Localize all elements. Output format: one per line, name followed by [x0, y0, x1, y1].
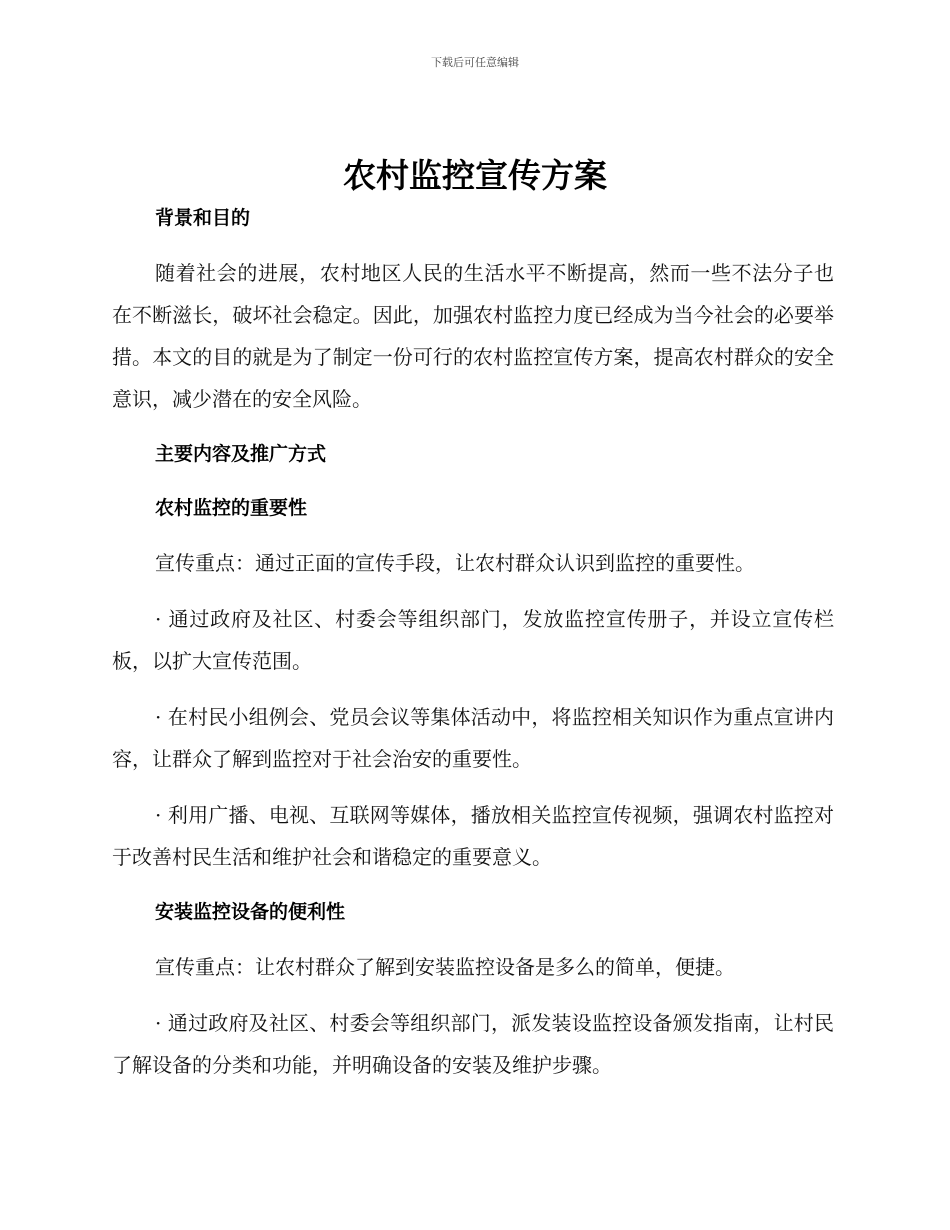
- list-item-importance-3: · 利用广播、电视、互联网等媒体，播放相关监控宣传视频，强调农村监控对于改善村民生活和维护社会和谐稳定的重要意义。: [112, 803, 834, 869]
- list-item-convenience-1: · 通过政府及社区、村委会等组织部门，派发装设监控设备颁发指南，让村民了解设备的分类和功能，并明确设备的安装及维护步骤。: [112, 1011, 834, 1077]
- list-item-importance-1: · 通过政府及社区、村委会等组织部门，发放监控宣传册子，并设立宣传栏板，以扩大宣传范围。: [112, 607, 834, 673]
- paragraph-convenience-focus: 宣传重点：让农村群众了解到安装监控设备是多么的简单，便捷。: [155, 955, 735, 979]
- paragraph-background: 随着社会的进展，农村地区人民的生活水平不断提高，然而一些不法分子也在不断滋长，破坏社会稳定。因此，加强农村监控力度已经成为当今社会的必要举措。本文的目的就是为了制定一份可行的农村监控宣传方案，提高农村群众的安全意识，减少潜在的安全风险。: [112, 261, 834, 411]
- document-title: 农村监控宣传方案: [343, 156, 607, 195]
- section-heading-main-content: 主要内容及推广方式: [155, 443, 327, 465]
- header-note: 下载后可任意编辑: [431, 56, 519, 69]
- section-heading-importance: 农村监控的重要性: [155, 497, 308, 519]
- document-body: [112, 198, 834, 1100]
- section-heading-convenience: 安装监控设备的便利性: [155, 901, 346, 923]
- paragraph-importance-focus: 宣传重点：通过正面的宣传手段，让农村群众认识到监控的重要性。: [155, 551, 755, 575]
- section-heading-background: 背景和目的: [155, 207, 251, 229]
- list-item-importance-2: · 在村民小组例会、党员会议等集体活动中，将监控相关知识作为重点宣讲内容，让群众了解到监控对于社会治安的重要性。: [112, 705, 834, 771]
